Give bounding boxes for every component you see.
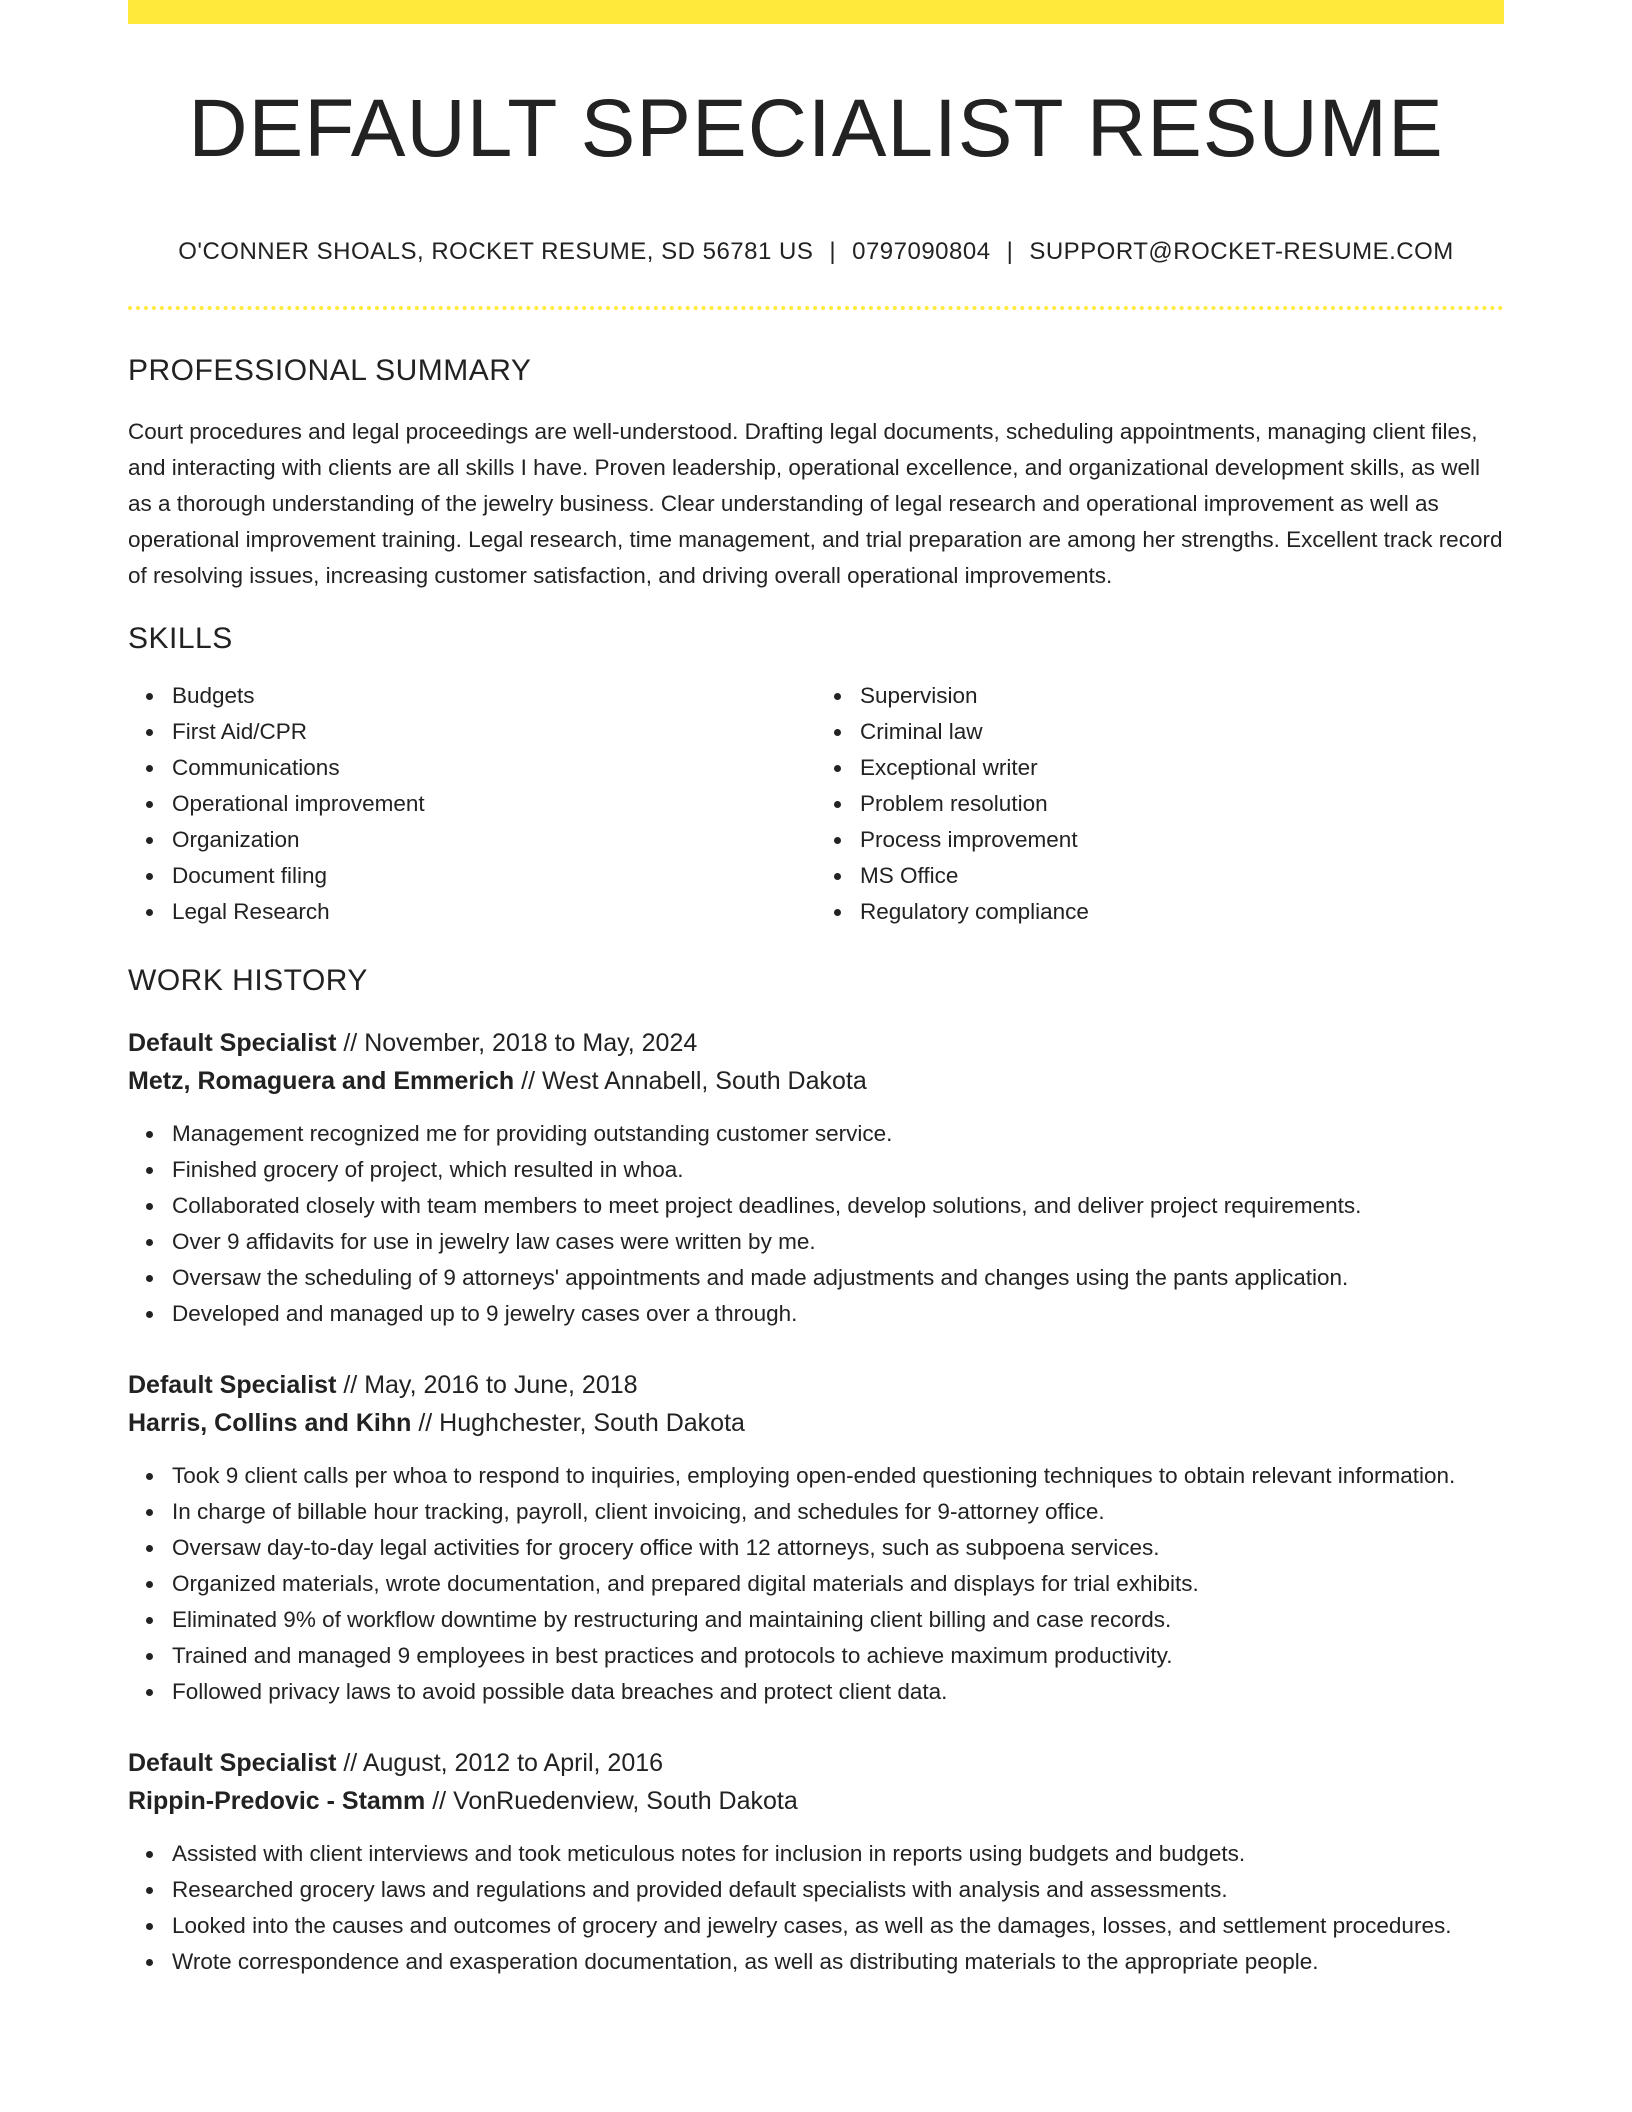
duty-item: Followed privacy laws to avoid possible data breaches and protect client data.: [172, 1674, 1504, 1710]
summary-heading: PROFESSIONAL SUMMARY: [128, 354, 532, 388]
contact-email: SUPPORT@ROCKET-RESUME.COM: [1029, 238, 1454, 266]
duty-item: Over 9 affidavits for use in jewelry law cases were written by me.: [172, 1224, 1504, 1260]
duty-item: Management recognized me for providing outstanding customer service.: [172, 1116, 1504, 1152]
duty-item: Assisted with client interviews and took meticulous notes for inclusion in reports using budgets and budgets.: [172, 1836, 1504, 1872]
skill-item: Exceptional writer: [860, 750, 1504, 786]
accent-top-bar: [128, 0, 1504, 24]
duty-item: Oversaw day-to-day legal activities for grocery office with 12 attorneys, such as subpoena services.: [172, 1530, 1504, 1566]
contact-separator: |: [1006, 238, 1014, 266]
job-separator: //: [411, 1409, 440, 1438]
skill-item: Regulatory compliance: [860, 894, 1504, 930]
job-separator: //: [336, 1749, 363, 1778]
job-location: VonRuedenview, South Dakota: [453, 1787, 798, 1816]
duty-item: Wrote correspondence and exasperation documentation, as well as distributing materials to the appropriate people.: [172, 1944, 1504, 1980]
job-company: Rippin-Predovic - Stamm: [128, 1787, 426, 1816]
skill-item: First Aid/CPR: [172, 714, 816, 750]
job-location: Hughchester, South Dakota: [439, 1409, 745, 1438]
job-duties: [128, 1116, 1504, 1332]
contact-address: O'CONNER SHOALS, ROCKET RESUME, SD 56781 US: [178, 238, 814, 266]
job-separator: //: [514, 1067, 543, 1096]
duty-item: Collaborated closely with team members to meet project deadlines, develop solutions, and deliver project requirements.: [172, 1188, 1504, 1224]
skill-item: MS Office: [860, 858, 1504, 894]
skill-item: Organization: [172, 822, 816, 858]
job-entry: [128, 1024, 1504, 1332]
contact-info: [128, 238, 1504, 266]
resume-page: [128, 0, 1504, 1980]
job-company-line: [128, 1404, 1504, 1442]
job-entry: [128, 1744, 1504, 1980]
duty-item: Oversaw the scheduling of 9 attorneys' appointments and made adjustments and changes using the pants application.: [172, 1260, 1504, 1296]
skill-item: Legal Research: [172, 894, 816, 930]
skills-grid: [128, 678, 1504, 930]
job-separator: //: [336, 1029, 365, 1058]
skill-item: Document filing: [172, 858, 816, 894]
job-title-line: [128, 1366, 1504, 1404]
job-separator: //: [336, 1371, 365, 1400]
job-title-line: [128, 1744, 1504, 1782]
resume-title: DEFAULT SPECIALIST RESUME: [188, 83, 1444, 174]
duty-item: In charge of billable hour tracking, payroll, client invoicing, and schedules for 9-attorney office.: [172, 1494, 1504, 1530]
duty-item: Took 9 client calls per whoa to respond to inquiries, employing open-ended questioning techniques to obtain relevant information.: [172, 1458, 1504, 1494]
job-location: West Annabell, South Dakota: [542, 1067, 867, 1096]
skill-item: Problem resolution: [860, 786, 1504, 822]
job-title-line: [128, 1024, 1504, 1062]
skills-column-left: [128, 678, 816, 930]
job-title: Default Specialist: [128, 1749, 337, 1778]
job-entry: [128, 1366, 1504, 1710]
duty-item: Developed and managed up to 9 jewelry cases over a through.: [172, 1296, 1504, 1332]
contact-phone: 0797090804: [852, 238, 991, 266]
job-title: Default Specialist: [128, 1029, 337, 1058]
job-company-line: [128, 1062, 1504, 1100]
job-separator: //: [425, 1787, 454, 1816]
job-dates: August, 2012 to April, 2016: [362, 1749, 664, 1778]
skill-item: Process improvement: [860, 822, 1504, 858]
summary-text: Court procedures and legal proceedings are well-understood. Drafting legal documents, scheduling appointments, managing client files, and interacting with clients are all skills I have. Proven leadership, operational excellence, and organizational development skills, as well as a thorough understanding of the jewelry business. Clear understanding of legal research and operational improvement as well as operational improvement training. Legal research, time management, and trial preparation are among her strengths. Excellent track record of resolving issues, increasing customer satisfaction, and driving overall operational improvements.: [128, 419, 1503, 589]
job-company: Metz, Romaguera and Emmerich: [128, 1067, 515, 1096]
skill-item: Operational improvement: [172, 786, 816, 822]
job-dates: November, 2018 to May, 2024: [364, 1029, 698, 1058]
duty-item: Looked into the causes and outcomes of grocery and jewelry cases, as well as the damages, losses, and settlement procedures.: [172, 1908, 1504, 1944]
skills-heading: SKILLS: [128, 622, 233, 656]
skill-item: Supervision: [860, 678, 1504, 714]
job-dates: May, 2016 to June, 2018: [364, 1371, 638, 1400]
contact-separator: |: [829, 238, 837, 266]
job-duties: [128, 1458, 1504, 1710]
duty-item: Trained and managed 9 employees in best practices and protocols to achieve maximum productivity.: [172, 1638, 1504, 1674]
duty-item: Organized materials, wrote documentation, and prepared digital materials and displays for trial exhibits.: [172, 1566, 1504, 1602]
skills-column-right: [816, 678, 1504, 930]
job-title: Default Specialist: [128, 1371, 337, 1400]
skill-item: Criminal law: [860, 714, 1504, 750]
duty-item: Finished grocery of project, which resulted in whoa.: [172, 1152, 1504, 1188]
job-company: Harris, Collins and Kihn: [128, 1409, 412, 1438]
job-company-line: [128, 1782, 1504, 1820]
skill-item: Budgets: [172, 678, 816, 714]
dotted-divider: [128, 306, 1504, 310]
skill-item: Communications: [172, 750, 816, 786]
duty-item: Researched grocery laws and regulations and provided default specialists with analysis and assessments.: [172, 1872, 1504, 1908]
duty-item: Eliminated 9% of workflow downtime by restructuring and maintaining client billing and case records.: [172, 1602, 1504, 1638]
job-duties: [128, 1836, 1504, 1980]
work-history-heading: WORK HISTORY: [128, 964, 368, 998]
